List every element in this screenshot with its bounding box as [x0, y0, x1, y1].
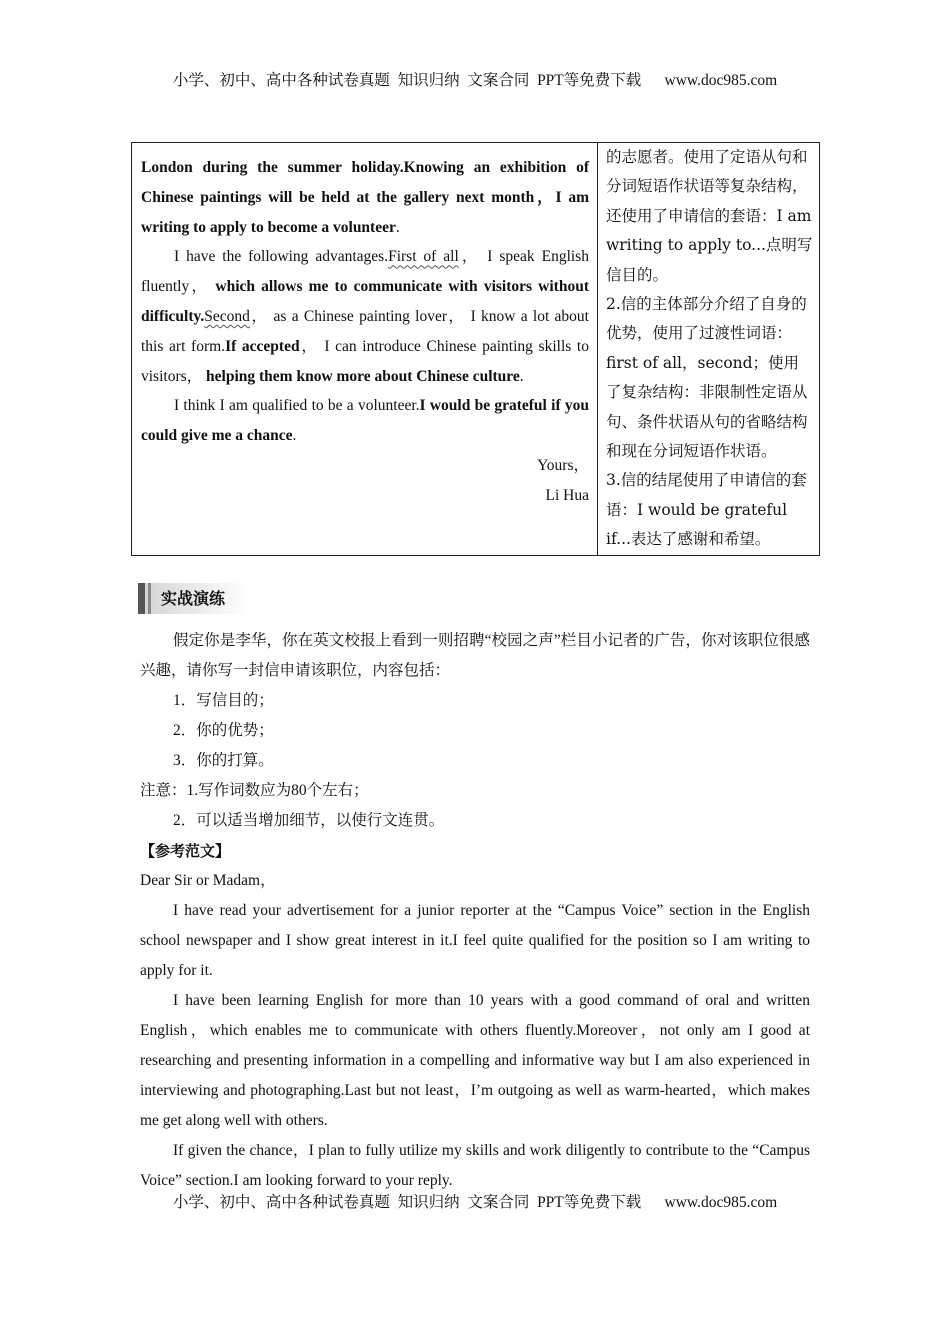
task-item-2: 2．你的优势； [173, 722, 274, 739]
reference-paragraph-1: I have read your advertisement for a junior reporter at the “Campus Voice” section in the English school newspaper and I show great interest in it.I feel quite qualified for the position so I am writing to apply for it. [140, 902, 810, 979]
analysis-point-1: 的志愿者。使用了定语从句和分词短语作状语等复杂结构，还使用了申请信的套语：I am writing to apply to...点明写信目的。 [606, 148, 813, 284]
task-item-1: 1．写信目的； [173, 692, 274, 709]
letter-bold-intro: London during the summer holiday.Knowing an exhibition of Chinese paintings will be held at the gallery next month，I am writing to apply to become a volunteer [141, 159, 589, 236]
reference-paragraph-3: If given the chance，I plan to fully utilize my skills and work diligently to contribute to the “Campus Voice” section.I am looking forward to your reply. [140, 1142, 810, 1189]
task-and-reference [140, 626, 810, 1196]
reference-label: 【参考范文】 [140, 842, 231, 860]
letter-paragraph-3: I think I am qualified to be a volunteer.I would be grateful if you could give me a chance. [141, 397, 589, 445]
transition-second: Second [204, 307, 250, 325]
page-footer: 小学、初中、高中各种试卷真题 知识归纳 文案合同 PPT等免费下载 www.doc985.com [172, 1194, 778, 1211]
page-header: 小学、初中、高中各种试卷真题 知识归纳 文案合同 PPT等免费下载 www.doc985.com [172, 72, 778, 89]
analysis-point-2: 2.信的主体部分介绍了自身的优势，使用了过渡性词语：first of all，second；使用了复杂结构：非限制性定语从句、条件状语从句的省略结构和现在分词短语作状语。 [606, 295, 808, 461]
letter-paragraph-1: London during the summer holiday.Knowing an exhibition of Chinese paintings will be held at the gallery next month，I am writing to apply to become a volunteer. [141, 159, 589, 236]
reference-salutation: Dear Sir or Madam， [140, 872, 276, 889]
letter-paragraph-2: I have the following advantages.First of all， I speak English fluently， which allows me to communicate with visitors without difficulty.Second， as a Chinese painting lover， I know a lot about this art form.If accepted， I can introduce Chinese painting skills to visitors， helping them know more about Chinese culture. [141, 248, 589, 385]
task-note-1: 注意：1.写作词数应为80个左右； [140, 782, 369, 799]
letter-signature: Li Hua [545, 486, 589, 504]
reference-paragraph-2: I have been learning English for more than 10 years with a good command of oral and written English，which enables me to communicate with others fluently.Moreover，not only am I good at researching and presenting information in a compelling and informative way but I am also experienced in interviewing and photographing.Last but not least，I’m outgoing as well as warm-hearted，which makes me get along well with others. [140, 992, 810, 1129]
transition-first-of-all: First of all [388, 248, 459, 266]
task-item-3: 3．你的打算。 [173, 752, 274, 769]
analysis-cell [598, 143, 820, 556]
sample-letter-cell [132, 143, 598, 556]
section-label-practice: 实战演练 [138, 583, 248, 614]
letter-closing: Yours， [537, 456, 589, 474]
sample-letter-table [131, 142, 820, 556]
analysis-point-3: 3.信的结尾使用了申请信的套语：I would be grateful if...表达了感谢和希望。 [606, 471, 807, 549]
task-intro: 假定你是李华，你在英文校报上看到一则招聘“校园之声”栏目小记者的广告，你对该职位很感兴趣，请你写一封信申请该职位，内容包括： [140, 632, 810, 679]
task-note-2: 2．可以适当增加细节，以使行文连贯。 [173, 812, 445, 829]
